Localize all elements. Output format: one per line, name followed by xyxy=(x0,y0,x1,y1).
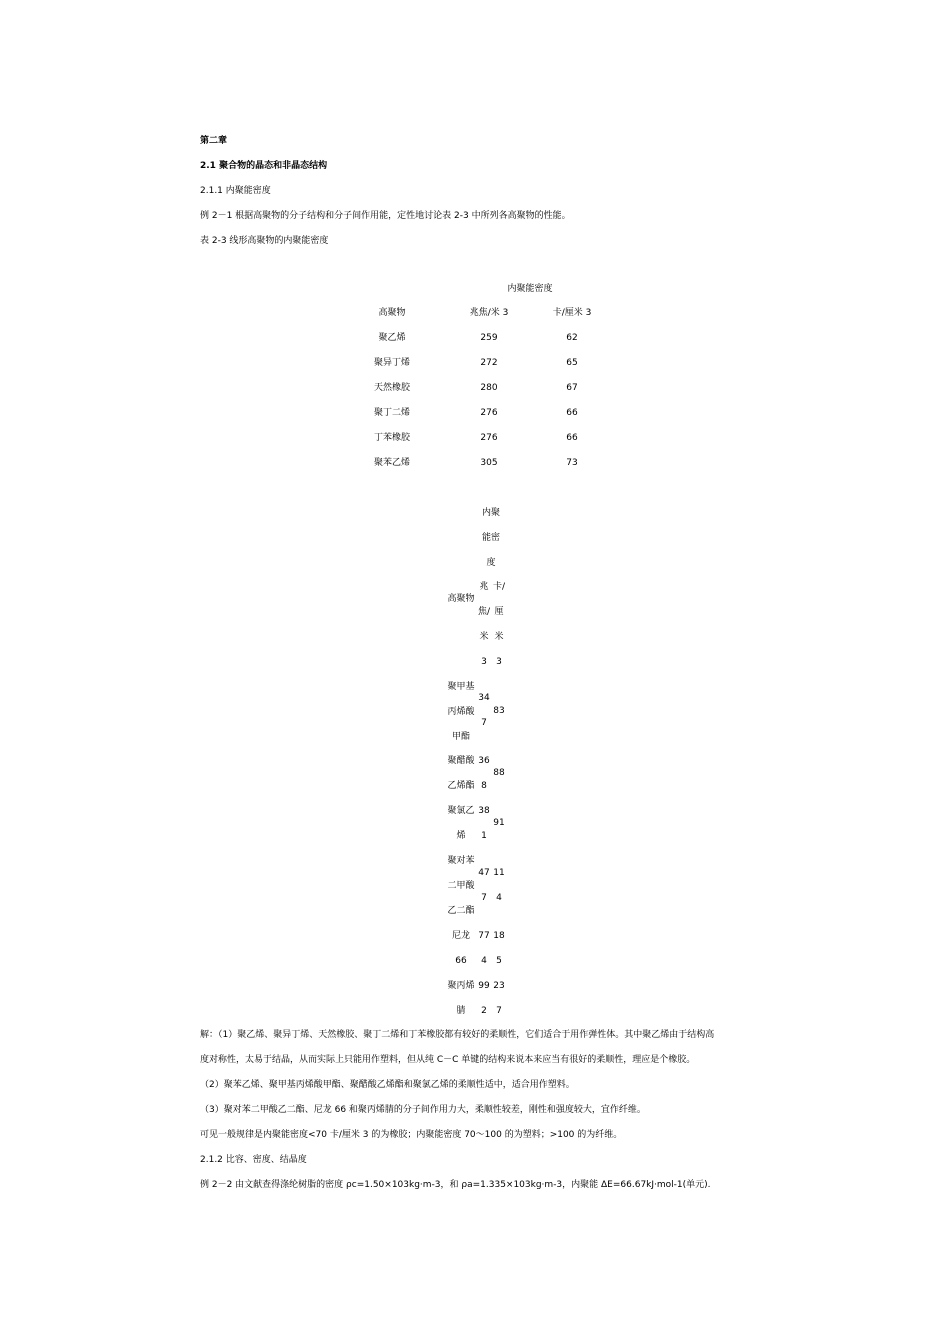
value-mj: 276 xyxy=(480,408,498,418)
value-mj: 38 xyxy=(478,806,490,816)
section-heading: 2.1 聚合物的晶态和非晶态结构 xyxy=(200,161,328,171)
value-cal: 18 xyxy=(493,931,505,941)
example-text: 例 2－2 由文献查得涤纶树脂的密度 ρc=1.50×103kg·m-3，和 ρa=1.335×103kg·m-3，内聚能 ΔE=66.67kJ·mol-1(单元). xyxy=(200,1180,711,1190)
value-mj: 4 xyxy=(481,956,487,966)
value-mj: 280 xyxy=(480,383,498,393)
polymer-name: 聚异丁烯 xyxy=(373,358,410,368)
table-group-header: 能密 xyxy=(481,533,500,543)
table-header-cal: 3 xyxy=(496,657,502,667)
value-mj: 7 xyxy=(481,893,487,903)
value-cal: 66 xyxy=(566,433,578,443)
polymer-name: 甲酯 xyxy=(451,732,470,742)
value-mj: 272 xyxy=(480,358,498,368)
table-group-header: 内聚 xyxy=(481,508,500,518)
value-mj: 47 xyxy=(478,868,490,878)
value-mj: 77 xyxy=(478,931,490,941)
value-cal: 66 xyxy=(566,408,578,418)
table-header-cal: 卡/ xyxy=(492,582,506,592)
table-header-mj: 3 xyxy=(481,657,487,667)
answer-paragraph-2: （2）聚苯乙烯、聚甲基丙烯酸甲酯、聚醋酸乙烯酯和聚氯乙烯的柔顺性适中，适合用作塑料。 xyxy=(200,1080,575,1090)
polymer-name: 聚醋酸 xyxy=(447,756,475,766)
value-cal: 67 xyxy=(566,383,578,393)
value-cal: 11 xyxy=(493,868,505,878)
table-caption: 表 2-3 线形高聚物的内聚能密度 xyxy=(200,236,329,246)
value-cal: 23 xyxy=(493,981,505,991)
polymer-name: 聚丙烯 xyxy=(447,981,475,991)
value-cal: 91 xyxy=(493,818,505,828)
chapter-title: 第二章 xyxy=(200,136,228,146)
polymer-name: 二甲酸 xyxy=(447,881,475,891)
table-header-mj: 兆焦/米 3 xyxy=(469,308,509,318)
polymer-name: 聚苯乙烯 xyxy=(373,458,410,468)
value-cal: 4 xyxy=(496,893,502,903)
value-mj: 34 xyxy=(478,693,490,703)
polymer-name: 乙烯酯 xyxy=(447,781,475,791)
value-cal: 7 xyxy=(496,1006,502,1016)
answer-paragraph-1-cont: 度对称性，太易于结晶，从而实际上只能用作塑料，但从纯 C－C 单键的结构来说本来应当有很好的柔顺性，理应是个橡胶。 xyxy=(200,1055,696,1065)
table-header-mj: 焦/ xyxy=(477,607,491,617)
answer-paragraph-3: （3）聚对苯二甲酸乙二酯、尼龙 66 和聚丙烯腈的分子间作用力大，柔顺性较差，刚性和强度较大，宜作纤维。 xyxy=(200,1105,646,1115)
value-mj: 276 xyxy=(480,433,498,443)
value-cal: 62 xyxy=(566,333,578,343)
table-header-polymer: 高聚物 xyxy=(378,308,406,318)
polymer-name: 聚乙烯 xyxy=(378,333,406,343)
value-mj: 305 xyxy=(480,458,498,468)
polymer-name: 聚氯乙 xyxy=(447,806,475,816)
value-mj: 2 xyxy=(481,1006,487,1016)
polymer-name: 尼龙 xyxy=(451,931,470,941)
polymer-name: 66 xyxy=(455,956,467,966)
value-mj: 7 xyxy=(481,718,487,728)
polymer-name: 烯 xyxy=(456,831,466,841)
value-cal: 65 xyxy=(566,358,578,368)
value-mj: 8 xyxy=(481,781,487,791)
polymer-name: 乙二酯 xyxy=(447,906,475,916)
table-header-cal: 厘 xyxy=(494,607,504,617)
table-header-cal: 米 xyxy=(494,632,504,642)
value-mj: 1 xyxy=(481,831,487,841)
table-group-header: 度 xyxy=(486,558,496,568)
polymer-name: 聚甲基 xyxy=(447,682,475,692)
polymer-name: 聚对苯 xyxy=(447,856,475,866)
value-cal: 73 xyxy=(566,458,578,468)
value-cal: 5 xyxy=(496,956,502,966)
polymer-name: 天然橡胶 xyxy=(373,383,410,393)
polymer-name: 丙烯酸 xyxy=(447,707,475,717)
table-header-mj: 米 xyxy=(479,632,489,642)
example-text: 例 2－1 根据高聚物的分子结构和分子间作用能，定性地讨论表 2-3 中所列各高聚物的性能。 xyxy=(200,211,571,221)
value-mj: 99 xyxy=(478,981,490,991)
table-group-header: 内聚能密度 xyxy=(507,284,553,294)
polymer-name: 聚丁二烯 xyxy=(373,408,410,418)
value-mj: 36 xyxy=(478,756,490,766)
polymer-name: 丁苯橡胶 xyxy=(373,433,410,443)
table-header-mj: 兆 xyxy=(479,582,489,592)
rule-summary: 可见一般规律是内聚能密度<70 卡/厘米 3 的为橡胶；内聚能密度 70～100 的为塑料；>100 的为纤维。 xyxy=(200,1130,623,1140)
value-mj: 259 xyxy=(480,333,498,343)
polymer-name: 腈 xyxy=(456,1006,466,1016)
answer-paragraph-1: 解：（1）聚乙烯、聚异丁烯、天然橡胶、聚丁二烯和丁苯橡胶都有较好的柔顺性，它们适合于用作弹性体。其中聚乙烯由于结构高 xyxy=(200,1030,715,1040)
table-header-polymer: 高聚物 xyxy=(447,594,475,604)
value-cal: 88 xyxy=(493,768,505,778)
subsection-heading: 2.1.2 比容、密度、结晶度 xyxy=(200,1155,307,1165)
value-cal: 83 xyxy=(493,706,505,716)
subsection-heading: 2.1.1 内聚能密度 xyxy=(200,186,271,196)
table-header-cal: 卡/厘米 3 xyxy=(552,308,592,318)
